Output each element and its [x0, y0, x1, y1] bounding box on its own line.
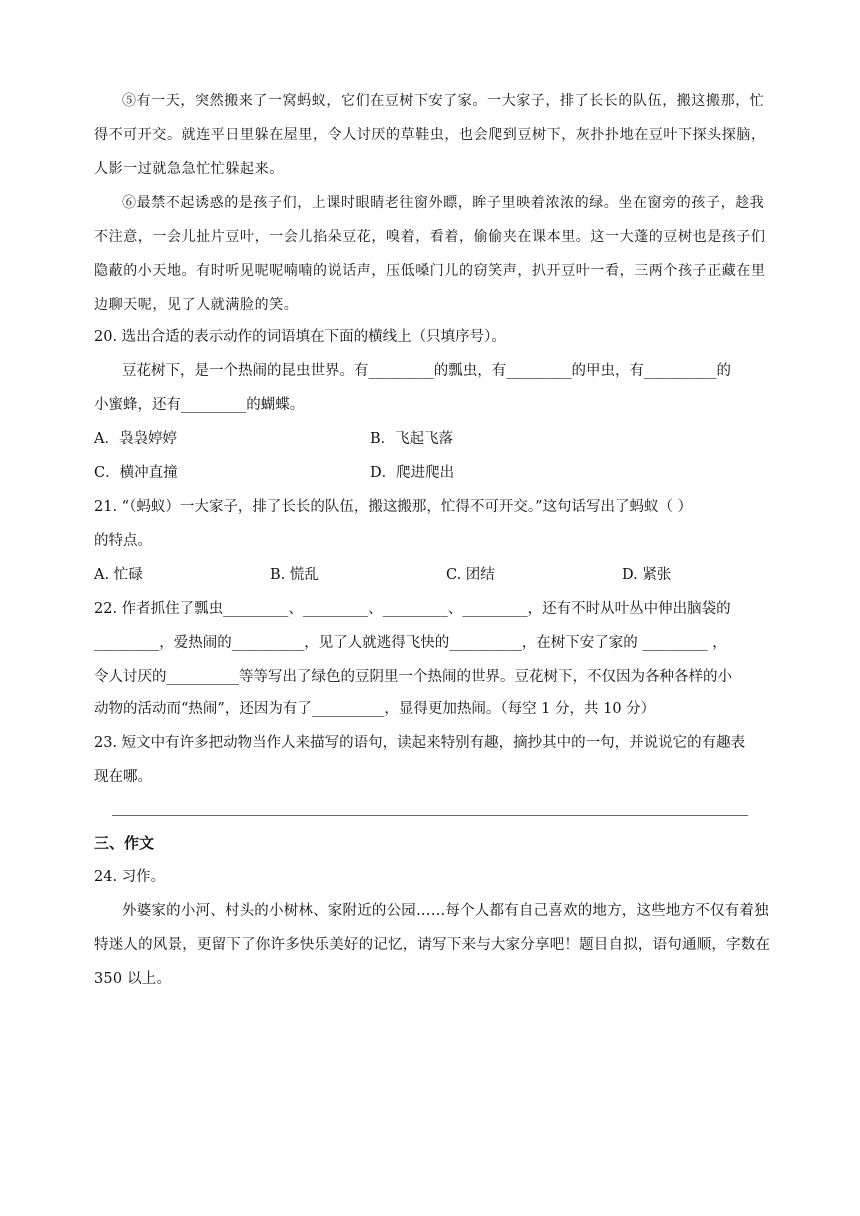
question-20-option-a: A．袅袅婷婷: [94, 431, 177, 447]
question-20-option-d: D．爬进爬出: [370, 465, 455, 481]
question-20-line-2: 小蜜蜂，还有_________的蝴蝶。: [94, 397, 305, 413]
question-21-line-1: 21. “（蚂蚁）一大家子，排了长长的队伍，搬这搬那，忙得不可开交。”这句话写出了蚂蚁（ ）: [94, 499, 693, 515]
question-21-option-d: D. 紧张: [622, 567, 672, 583]
question-21-line-2: 的特点。: [94, 533, 152, 549]
question-22-line-2: _________，爱热闹的__________，见了人就逃得飞快的__________，在树下安了家的 _________ ，: [94, 635, 727, 651]
passage-paragraph-5: ⑤有一天，突然搬来了一窝蚂蚁，它们在豆树下安了家。一大家子，排了长长的队伍，搬这搬那，忙得不可开交。就连平日里躲在屋里，令人讨厌的草鞋虫，也会爬到豆树下，灰扑扑地在豆叶下探头探脑，人影一过就急急忙忙躲起来。: [94, 93, 766, 177]
question-21-option-b: B. 慌乱: [270, 567, 319, 583]
question-20-stem: 20. 选出合适的表示动作的词语填在下面的横线上（只填序号）。: [94, 329, 506, 345]
question-24-stem: 24. 习作。: [94, 869, 166, 885]
question-21-option-a: A. 忙碌: [94, 567, 143, 583]
question-22-line-4: 动物的活动而“热闹”，还因为有了__________，显得更加热闹。（每空 1 分，共 10 分）: [94, 701, 656, 717]
section-3-heading: 三、作文: [94, 834, 155, 852]
question-22-line-1: 22. 作者抓住了瓢虫_________、_________、_________、_________，还有不时从叶丛中伸出脑袋的: [94, 601, 731, 617]
question-20-line-1: 豆花树下，是一个热闹的昆虫世界。有_________的瓢虫，有_________的甲虫，有__________的: [122, 363, 731, 379]
question-24-prompt: 外婆家的小河、村头的小树林、家附近的公园……每个人都有自己喜欢的地方，这些地方不仅有着独特迷人的风景，更留下了你许多快乐美好的记忆，请写下来与大家分享吧！题目自拟，语句通顺，字数在 350 以上。: [94, 903, 771, 987]
question-20-option-c: C．横冲直撞: [94, 465, 178, 481]
answer-line: [112, 815, 748, 816]
question-23-line-2: 现在哪。: [94, 769, 152, 785]
question-23-line-1: 23. 短文中有许多把动物当作人来描写的语句，读起来特别有趣，摘抄其中的一句，并说说它的有趣表: [94, 735, 746, 751]
question-20-option-b: B．飞起飞落: [370, 431, 454, 447]
question-22-line-3: 令人讨厌的__________等等写出了绿色的豆阴里一个热闹的世界。豆花树下，不仅因为各种各样的小: [94, 669, 732, 685]
question-21-option-c: C. 团结: [446, 567, 495, 583]
passage-paragraph-6: ⑥最禁不起诱惑的是孩子们，上课时眼睛老往窗外瞟，眸子里映着浓浓的绿。坐在窗旁的孩子，趁我不注意，一会儿扯片豆叶，一会儿掐朵豆花，嗅着，看着，偷偷夹在课本里。这一大蓬的豆树也是孩子们隐蔽的小天地。有时听见呢呢喃喃的说话声，压低嗓门儿的窃笑声，扒开豆叶一看，三两个孩子正藏在里边聊天呢，见了人就满脸的笑。: [94, 195, 766, 313]
